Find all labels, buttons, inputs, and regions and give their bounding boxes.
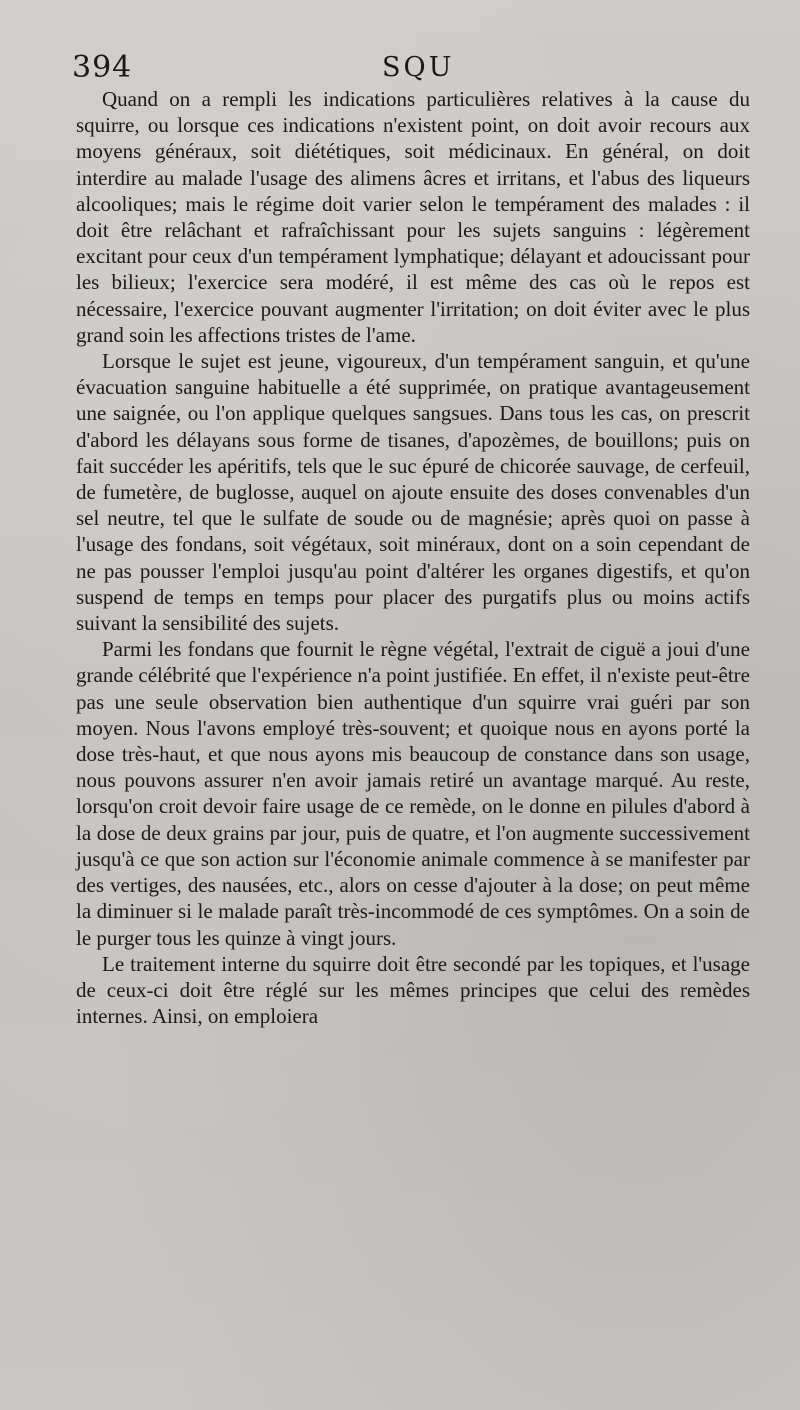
body-text (76, 86, 750, 1029)
paragraph: Lorsque le sujet est jeune, vigoureux, d'un tempérament sanguin, et qu'une évacuation sanguine habituelle a été supprimée, on pratique avantageusement une saignée, ou l'on applique quelques sangsues. Dans tous les cas, on prescrit d'abord les délayans sous forme de tisanes, d'apozèmes, de bouillons; puis on fait succéder les apéritifs, tels que le suc épuré de chicorée sauvage, de cerfeuil, de fumetère, de buglosse, auquel on ajoute ensuite des doses convenables d'un sel neutre, tel que le sulfate de soude ou de magnésie; après quoi on passe à l'usage des fondans, soit végétaux, soit minéraux, dont on a soin cependant de ne pas pousser l'emploi jusqu'au point d'altérer les organes digestifs, et qu'on suspend de temps en temps pour placer des purgatifs plus ou moins actifs suivant la sensibilité des sujets. (76, 349, 750, 636)
paragraph: Quand on a rempli les indications particulières relatives à la cause du squirre, ou lorsque ces indications n'existent point, on doit avoir recours aux moyens généraux, soit diététiques, soit médicinaux. En général, on doit interdire au malade l'usage des alimens âcres et irritans, et l'abus des liqueurs alcooliques; mais le régime doit varier selon le tempérament des malades : il doit être relâchant et rafraîchissant pour les sujets sanguins : légèrement excitant pour ceux d'un tempérament lymphatique; délayant et adoucissant pour les bilieux; l'exercice sera modéré, il est même des cas où le repos est nécessaire, l'exercice pouvant augmenter l'irritation; on doit éviter avec le plus grand soin les affections tristes de l'ame. (76, 87, 750, 347)
paragraph: Parmi les fondans que fournit le règne végétal, l'extrait de ciguë a joui d'une grande célébrité que l'expérience n'a point justifiée. En effet, il n'existe peut-être pas une seule observation bien authentique d'un squirre vrai guéri par son moyen. Nous l'avons employé très-souvent; et quoique nous en ayons porté la dose très-haut, et que nous ayons mis beaucoup de constance dans son usage, nous pouvons assurer n'en avoir jamais retiré un avantage marqué. Au reste, lorsqu'on croit devoir faire usage de ce remède, on le donne en pilules d'abord à la dose de deux grains par jour, puis de quatre, et l'on augmente successivement jusqu'à ce que son action sur l'économie animale commence à se manifester par des vertiges, des nausées, etc., alors on cesse d'ajouter à la dose; on peut même la diminuer si le malade paraît très-incommodé de ces symptômes. On a soin de le purger tous les quinze à vingt jours. (76, 637, 750, 950)
page-number: 394 (72, 50, 133, 85)
paragraph: Le traitement interne du squirre doit être secondé par les topiques, et l'usage de ceux-ci doit être réglé sur les mêmes principes que celui des remèdes internes. Ainsi, on emploiera (76, 951, 750, 1029)
running-head: SQU (382, 52, 455, 83)
page-header (72, 50, 752, 90)
